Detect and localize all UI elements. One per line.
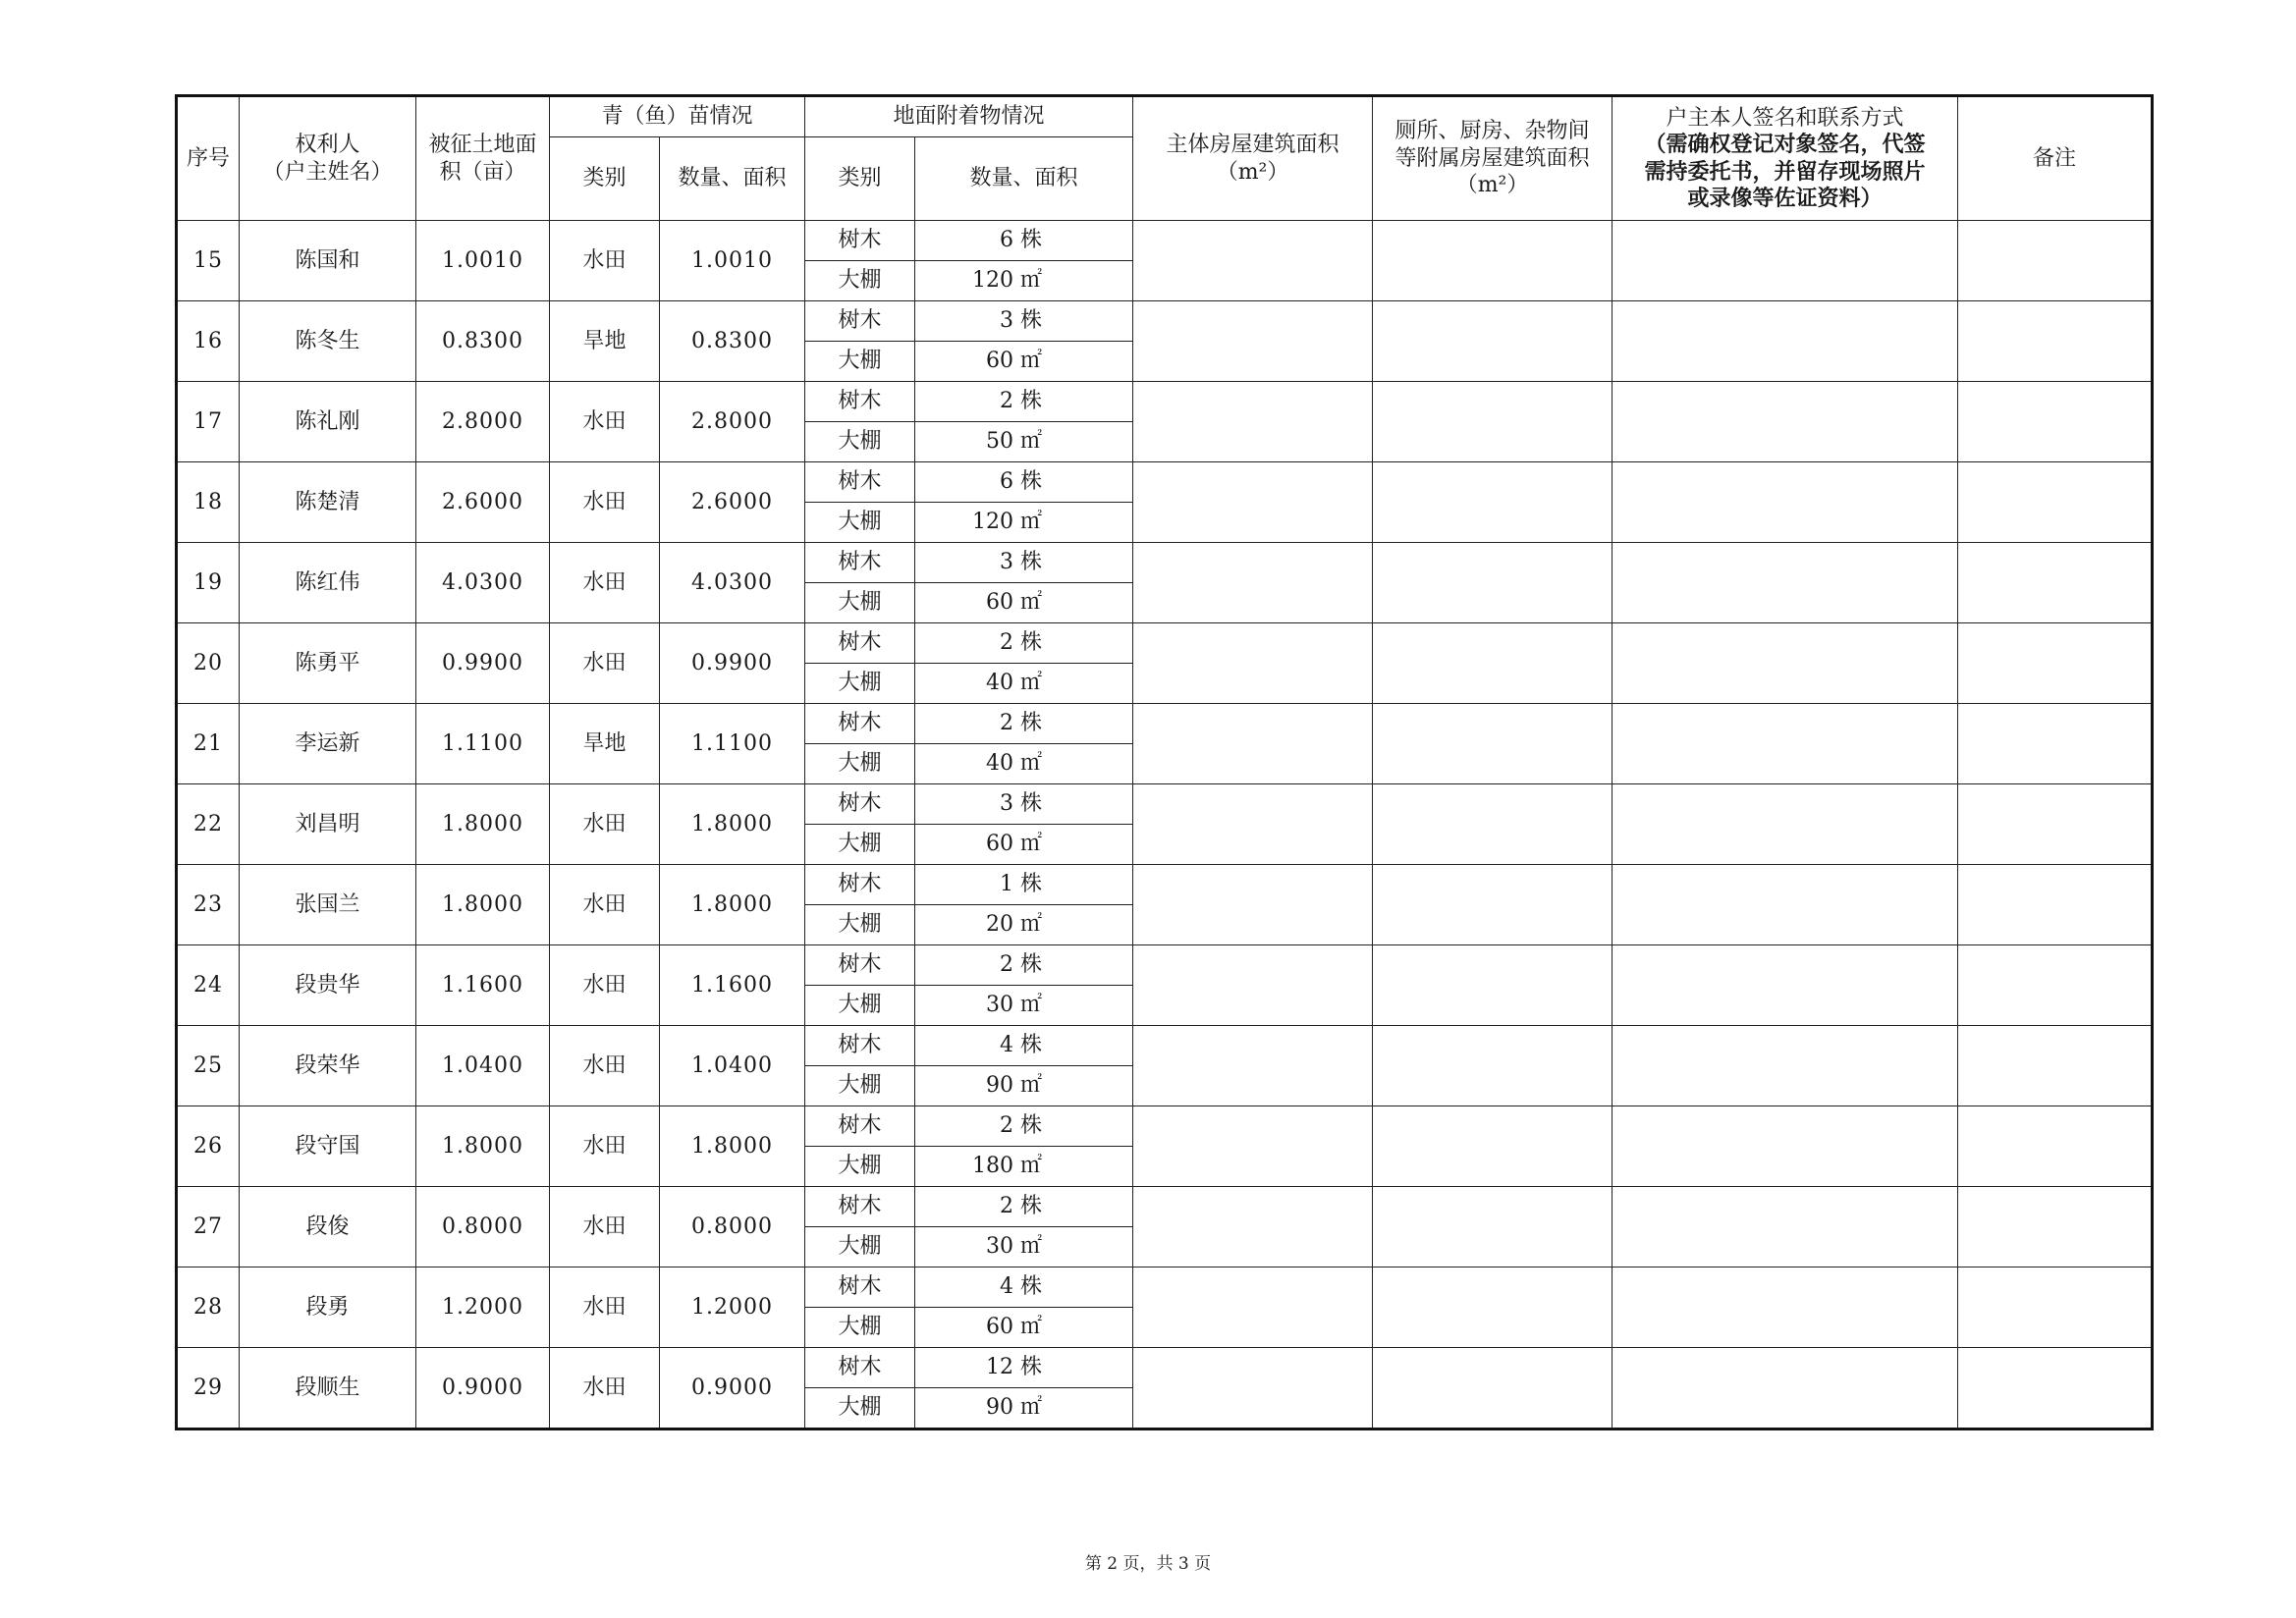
cell-seq: 24 bbox=[177, 945, 240, 1026]
cell-shed-label: 大棚 bbox=[805, 825, 915, 865]
cell-remarks bbox=[1958, 543, 2153, 623]
cell-main-house bbox=[1133, 945, 1373, 1026]
cell-aux-house bbox=[1373, 1348, 1613, 1429]
cell-land-area: 0.8300 bbox=[416, 301, 550, 382]
cell-seq: 17 bbox=[177, 382, 240, 462]
cell-crop-type: 水田 bbox=[550, 221, 660, 301]
cell-seq: 21 bbox=[177, 704, 240, 784]
cell-tree-qty: 3 株 bbox=[915, 301, 1133, 342]
cell-land-area: 0.8000 bbox=[416, 1187, 550, 1267]
cell-tree-qty: 4 株 bbox=[915, 1026, 1133, 1066]
cell-crop-type: 水田 bbox=[550, 382, 660, 462]
header-aux-house-line3: （m²） bbox=[1455, 173, 1529, 198]
cell-signature bbox=[1613, 1187, 1958, 1267]
cell-tree-label: 树木 bbox=[805, 1187, 915, 1227]
cell-crop-qty: 0.9000 bbox=[660, 1348, 805, 1429]
table-row bbox=[177, 382, 2153, 422]
header-crop-group: 青（鱼）苗情况 bbox=[550, 96, 805, 137]
cell-land-area: 1.8000 bbox=[416, 784, 550, 865]
cell-land-area: 1.8000 bbox=[416, 865, 550, 945]
cell-tree-label: 树木 bbox=[805, 301, 915, 342]
cell-shed-qty: 20 ㎡ bbox=[915, 905, 1133, 945]
header-crop-qty: 数量、面积 bbox=[660, 137, 805, 221]
cell-crop-type: 水田 bbox=[550, 1348, 660, 1429]
header-signature-note-line2: 需持委托书，并留存现场照片 bbox=[1644, 159, 1926, 185]
table-row bbox=[177, 1187, 2153, 1227]
header-main-house-line2: （m²） bbox=[1216, 159, 1289, 185]
cell-remarks bbox=[1958, 704, 2153, 784]
cell-aux-house bbox=[1373, 1267, 1613, 1348]
cell-seq: 19 bbox=[177, 543, 240, 623]
cell-seq: 20 bbox=[177, 623, 240, 704]
cell-tree-qty: 2 株 bbox=[915, 1187, 1133, 1227]
cell-tree-qty: 2 株 bbox=[915, 623, 1133, 664]
cell-shed-qty: 60 ㎡ bbox=[915, 825, 1133, 865]
header-remarks: 备注 bbox=[1958, 96, 2153, 221]
cell-shed-qty: 60 ㎡ bbox=[915, 342, 1133, 382]
cell-tree-label: 树木 bbox=[805, 221, 915, 261]
cell-crop-qty: 1.1600 bbox=[660, 945, 805, 1026]
cell-aux-house bbox=[1373, 462, 1613, 543]
cell-aux-house bbox=[1373, 704, 1613, 784]
header-signature-note-line3: 或录像等佐证资料） bbox=[1687, 187, 1883, 211]
cell-owner: 陈楚清 bbox=[240, 462, 416, 543]
cell-tree-qty: 6 株 bbox=[915, 221, 1133, 261]
cell-main-house bbox=[1133, 301, 1373, 382]
cell-signature bbox=[1613, 221, 1958, 301]
cell-land-area: 1.0010 bbox=[416, 221, 550, 301]
header-seq: 序号 bbox=[177, 96, 240, 221]
cell-owner: 段俊 bbox=[240, 1187, 416, 1267]
cell-remarks bbox=[1958, 301, 2153, 382]
cell-main-house bbox=[1133, 1187, 1373, 1267]
table-header bbox=[177, 96, 2153, 221]
cell-signature bbox=[1613, 865, 1958, 945]
cell-land-area: 1.1600 bbox=[416, 945, 550, 1026]
cell-crop-qty: 0.8300 bbox=[660, 301, 805, 382]
cell-tree-label: 树木 bbox=[805, 865, 915, 905]
table-row bbox=[177, 221, 2153, 261]
cell-aux-house bbox=[1373, 301, 1613, 382]
cell-tree-label: 树木 bbox=[805, 382, 915, 422]
cell-crop-qty: 1.1100 bbox=[660, 704, 805, 784]
cell-tree-label: 树木 bbox=[805, 1267, 915, 1308]
cell-seq: 26 bbox=[177, 1106, 240, 1187]
table-row bbox=[177, 623, 2153, 664]
cell-main-house bbox=[1133, 704, 1373, 784]
cell-main-house bbox=[1133, 382, 1373, 462]
header-attachment-type: 类别 bbox=[805, 137, 915, 221]
cell-tree-qty: 2 株 bbox=[915, 704, 1133, 744]
cell-owner: 李运新 bbox=[240, 704, 416, 784]
cell-shed-label: 大棚 bbox=[805, 1066, 915, 1106]
header-attachment-qty: 数量、面积 bbox=[915, 137, 1133, 221]
cell-aux-house bbox=[1373, 543, 1613, 623]
cell-signature bbox=[1613, 1267, 1958, 1348]
cell-crop-type: 水田 bbox=[550, 623, 660, 704]
cell-crop-type: 水田 bbox=[550, 543, 660, 623]
cell-shed-label: 大棚 bbox=[805, 1227, 915, 1267]
cell-crop-type: 水田 bbox=[550, 865, 660, 945]
cell-tree-qty: 4 株 bbox=[915, 1267, 1133, 1308]
cell-crop-qty: 2.6000 bbox=[660, 462, 805, 543]
cell-land-area: 4.0300 bbox=[416, 543, 550, 623]
cell-seq: 22 bbox=[177, 784, 240, 865]
cell-shed-label: 大棚 bbox=[805, 1388, 915, 1429]
cell-seq: 23 bbox=[177, 865, 240, 945]
cell-main-house bbox=[1133, 865, 1373, 945]
cell-owner: 陈冬生 bbox=[240, 301, 416, 382]
cell-shed-qty: 40 ㎡ bbox=[915, 744, 1133, 784]
cell-signature bbox=[1613, 543, 1958, 623]
cell-crop-qty: 0.8000 bbox=[660, 1187, 805, 1267]
cell-owner: 刘昌明 bbox=[240, 784, 416, 865]
cell-land-area: 0.9900 bbox=[416, 623, 550, 704]
cell-signature bbox=[1613, 1348, 1958, 1429]
table-row bbox=[177, 1106, 2153, 1147]
cell-remarks bbox=[1958, 382, 2153, 462]
table-row bbox=[177, 865, 2153, 905]
cell-remarks bbox=[1958, 1267, 2153, 1348]
cell-crop-type: 水田 bbox=[550, 1026, 660, 1106]
cell-main-house bbox=[1133, 1026, 1373, 1106]
compensation-table bbox=[175, 94, 2154, 1430]
table-row bbox=[177, 1026, 2153, 1066]
cell-tree-qty: 1 株 bbox=[915, 865, 1133, 905]
cell-main-house bbox=[1133, 543, 1373, 623]
cell-owner: 陈勇平 bbox=[240, 623, 416, 704]
cell-land-area: 1.0400 bbox=[416, 1026, 550, 1106]
cell-aux-house bbox=[1373, 1187, 1613, 1267]
header-aux-house-line1: 厕所、厨房、杂物间 bbox=[1394, 119, 1590, 144]
header-signature bbox=[1613, 96, 1958, 221]
header-main-house bbox=[1133, 96, 1373, 221]
cell-shed-qty: 40 ㎡ bbox=[915, 664, 1133, 704]
cell-seq: 18 bbox=[177, 462, 240, 543]
cell-owner: 段荣华 bbox=[240, 1026, 416, 1106]
cell-tree-qty: 2 株 bbox=[915, 945, 1133, 986]
header-attachment-group: 地面附着物情况 bbox=[805, 96, 1133, 137]
cell-aux-house bbox=[1373, 382, 1613, 462]
cell-shed-qty: 30 ㎡ bbox=[915, 1227, 1133, 1267]
cell-shed-qty: 90 ㎡ bbox=[915, 1388, 1133, 1429]
cell-shed-qty: 120 ㎡ bbox=[915, 261, 1133, 301]
cell-tree-qty: 12 株 bbox=[915, 1348, 1133, 1388]
cell-seq: 29 bbox=[177, 1348, 240, 1429]
cell-shed-qty: 60 ㎡ bbox=[915, 1308, 1133, 1348]
cell-remarks bbox=[1958, 784, 2153, 865]
cell-tree-label: 树木 bbox=[805, 623, 915, 664]
table-row bbox=[177, 1267, 2153, 1308]
cell-land-area: 1.2000 bbox=[416, 1267, 550, 1348]
header-land-area-line1: 被征土地面 bbox=[428, 133, 537, 157]
cell-owner: 段顺生 bbox=[240, 1348, 416, 1429]
cell-shed-label: 大棚 bbox=[805, 503, 915, 543]
header-aux-house-line2: 等附属房屋建筑面积 bbox=[1394, 145, 1590, 171]
cell-main-house bbox=[1133, 1348, 1373, 1429]
cell-signature bbox=[1613, 1106, 1958, 1187]
cell-shed-label: 大棚 bbox=[805, 342, 915, 382]
cell-remarks bbox=[1958, 1187, 2153, 1267]
header-owner bbox=[240, 96, 416, 221]
cell-owner: 陈红伟 bbox=[240, 543, 416, 623]
cell-shed-label: 大棚 bbox=[805, 1308, 915, 1348]
cell-seq: 25 bbox=[177, 1026, 240, 1106]
cell-crop-qty: 1.0400 bbox=[660, 1026, 805, 1106]
cell-tree-qty: 6 株 bbox=[915, 462, 1133, 503]
cell-owner: 段勇 bbox=[240, 1267, 416, 1348]
cell-aux-house bbox=[1373, 623, 1613, 704]
cell-crop-qty: 0.9900 bbox=[660, 623, 805, 704]
cell-shed-qty: 120 ㎡ bbox=[915, 503, 1133, 543]
cell-land-area: 1.8000 bbox=[416, 1106, 550, 1187]
cell-crop-type: 水田 bbox=[550, 462, 660, 543]
cell-land-area: 2.8000 bbox=[416, 382, 550, 462]
cell-shed-qty: 30 ㎡ bbox=[915, 986, 1133, 1026]
cell-tree-qty: 3 株 bbox=[915, 784, 1133, 825]
cell-crop-qty: 1.8000 bbox=[660, 1106, 805, 1187]
cell-crop-type: 水田 bbox=[550, 1267, 660, 1348]
cell-main-house bbox=[1133, 462, 1373, 543]
cell-tree-qty: 3 株 bbox=[915, 543, 1133, 583]
header-signature-title: 户主本人签名和联系方式 bbox=[1666, 105, 1904, 131]
cell-shed-qty: 180 ㎡ bbox=[915, 1147, 1133, 1187]
cell-remarks bbox=[1958, 865, 2153, 945]
table-row bbox=[177, 784, 2153, 825]
cell-land-area: 2.6000 bbox=[416, 462, 550, 543]
cell-land-area: 0.9000 bbox=[416, 1348, 550, 1429]
cell-shed-label: 大棚 bbox=[805, 744, 915, 784]
cell-owner: 张国兰 bbox=[240, 865, 416, 945]
cell-owner: 陈国和 bbox=[240, 221, 416, 301]
cell-owner: 段守国 bbox=[240, 1106, 416, 1187]
cell-tree-label: 树木 bbox=[805, 1348, 915, 1388]
cell-main-house bbox=[1133, 784, 1373, 865]
cell-tree-label: 树木 bbox=[805, 543, 915, 583]
cell-main-house bbox=[1133, 221, 1373, 301]
cell-seq: 15 bbox=[177, 221, 240, 301]
cell-main-house bbox=[1133, 1106, 1373, 1187]
header-land-area-line2: 积（亩） bbox=[439, 159, 526, 185]
cell-crop-qty: 1.0010 bbox=[660, 221, 805, 301]
cell-shed-label: 大棚 bbox=[805, 986, 915, 1026]
cell-aux-house bbox=[1373, 945, 1613, 1026]
cell-tree-label: 树木 bbox=[805, 704, 915, 744]
cell-signature bbox=[1613, 462, 1958, 543]
cell-signature bbox=[1613, 784, 1958, 865]
cell-tree-label: 树木 bbox=[805, 784, 915, 825]
header-owner-line1: 权利人 bbox=[295, 133, 360, 157]
cell-remarks bbox=[1958, 1106, 2153, 1187]
cell-shed-label: 大棚 bbox=[805, 583, 915, 623]
cell-shed-qty: 90 ㎡ bbox=[915, 1066, 1133, 1106]
cell-aux-house bbox=[1373, 1026, 1613, 1106]
cell-aux-house bbox=[1373, 865, 1613, 945]
cell-shed-label: 大棚 bbox=[805, 664, 915, 704]
page-footer: 第 2 页，共 3 页 bbox=[1084, 1554, 1212, 1574]
cell-crop-qty: 1.8000 bbox=[660, 784, 805, 865]
cell-signature bbox=[1613, 382, 1958, 462]
cell-owner: 陈礼刚 bbox=[240, 382, 416, 462]
cell-tree-qty: 2 株 bbox=[915, 1106, 1133, 1147]
cell-tree-qty: 2 株 bbox=[915, 382, 1133, 422]
cell-crop-qty: 4.0300 bbox=[660, 543, 805, 623]
cell-crop-type: 水田 bbox=[550, 945, 660, 1026]
table-row bbox=[177, 543, 2153, 583]
cell-remarks bbox=[1958, 1348, 2153, 1429]
cell-seq: 28 bbox=[177, 1267, 240, 1348]
cell-main-house bbox=[1133, 1267, 1373, 1348]
table-row bbox=[177, 462, 2153, 503]
cell-signature bbox=[1613, 945, 1958, 1026]
cell-shed-qty: 50 ㎡ bbox=[915, 422, 1133, 462]
table-body bbox=[177, 221, 2153, 1429]
cell-crop-qty: 1.8000 bbox=[660, 865, 805, 945]
cell-aux-house bbox=[1373, 1106, 1613, 1187]
cell-tree-label: 树木 bbox=[805, 462, 915, 503]
cell-crop-type: 水田 bbox=[550, 1106, 660, 1187]
cell-aux-house bbox=[1373, 221, 1613, 301]
cell-aux-house bbox=[1373, 784, 1613, 865]
header-main-house-line1: 主体房屋建筑面积 bbox=[1166, 133, 1339, 157]
cell-seq: 27 bbox=[177, 1187, 240, 1267]
cell-crop-qty: 2.8000 bbox=[660, 382, 805, 462]
header-owner-line2: （户主姓名） bbox=[262, 159, 393, 185]
cell-crop-type: 水田 bbox=[550, 784, 660, 865]
cell-shed-label: 大棚 bbox=[805, 1147, 915, 1187]
cell-tree-label: 树木 bbox=[805, 1026, 915, 1066]
cell-signature bbox=[1613, 623, 1958, 704]
cell-seq: 16 bbox=[177, 301, 240, 382]
cell-crop-qty: 1.2000 bbox=[660, 1267, 805, 1348]
cell-remarks bbox=[1958, 462, 2153, 543]
cell-crop-type: 水田 bbox=[550, 1187, 660, 1267]
header-land-area bbox=[416, 96, 550, 221]
cell-tree-label: 树木 bbox=[805, 1106, 915, 1147]
cell-shed-label: 大棚 bbox=[805, 261, 915, 301]
cell-signature bbox=[1613, 704, 1958, 784]
cell-tree-label: 树木 bbox=[805, 945, 915, 986]
cell-shed-label: 大棚 bbox=[805, 422, 915, 462]
cell-crop-type: 旱地 bbox=[550, 301, 660, 382]
cell-remarks bbox=[1958, 623, 2153, 704]
cell-remarks bbox=[1958, 1026, 2153, 1106]
cell-main-house bbox=[1133, 623, 1373, 704]
cell-remarks bbox=[1958, 221, 2153, 301]
table-row bbox=[177, 704, 2153, 744]
cell-remarks bbox=[1958, 945, 2153, 1026]
header-signature-note-line1: （需确权登记对象签名，代签 bbox=[1644, 133, 1926, 157]
cell-land-area: 1.1100 bbox=[416, 704, 550, 784]
header-aux-house bbox=[1373, 96, 1613, 221]
cell-shed-qty: 60 ㎡ bbox=[915, 583, 1133, 623]
cell-owner: 段贵华 bbox=[240, 945, 416, 1026]
table-row bbox=[177, 945, 2153, 986]
cell-signature bbox=[1613, 1026, 1958, 1106]
cell-shed-label: 大棚 bbox=[805, 905, 915, 945]
header-crop-type: 类别 bbox=[550, 137, 660, 221]
table-row bbox=[177, 301, 2153, 342]
cell-signature bbox=[1613, 301, 1958, 382]
cell-crop-type: 旱地 bbox=[550, 704, 660, 784]
table-row bbox=[177, 1348, 2153, 1388]
